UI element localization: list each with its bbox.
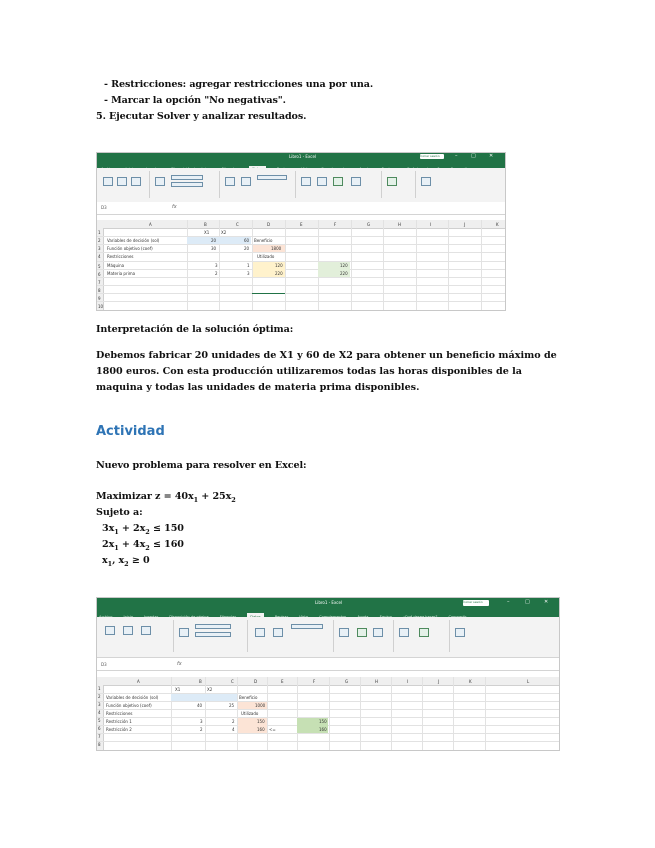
row-header[interactable]: 1 [98, 686, 101, 691]
text-to-columns-icon[interactable] [301, 177, 311, 186]
cell-f6[interactable]: 220 [340, 271, 348, 276]
cell-b6[interactable]: 2 [215, 271, 218, 276]
name-box[interactable]: D3 [101, 662, 107, 667]
cell-c2[interactable]: 60 [244, 238, 250, 243]
filter-icon[interactable] [241, 177, 251, 186]
cell-d2[interactable]: Beneficio [239, 695, 258, 700]
constraint-1: $3x_1 + 2x_2 \le 150$ [102, 523, 184, 536]
cell-d3[interactable]: 1800 [271, 246, 282, 251]
cell-c3[interactable]: 25 [229, 703, 235, 708]
from-text-icon[interactable] [117, 177, 127, 186]
label-decision: Variables de decisión (sol) [107, 238, 160, 243]
cell-b3[interactable]: 40 [197, 703, 203, 708]
account-badge[interactable]: Iniciar sesión [463, 600, 489, 606]
col-header[interactable]: G [367, 222, 371, 227]
cell-b5[interactable]: 3 [200, 719, 203, 724]
cell-f5[interactable]: 150 [319, 719, 327, 724]
constraint-nonneg: $x_1$, $x_2 \ge 0$ [102, 555, 150, 568]
objective-function: Maximizar $z = 40x_1 + 25x_2$ [96, 491, 236, 504]
properties-icon[interactable] [195, 624, 231, 629]
col-header[interactable]: D [254, 679, 258, 684]
what-if-icon[interactable] [351, 177, 361, 186]
edit-links-icon[interactable] [171, 182, 203, 187]
from-web-icon[interactable] [131, 177, 141, 186]
solver-icon[interactable] [421, 177, 431, 186]
col-header[interactable]: C [231, 679, 234, 684]
col-header[interactable]: J [438, 679, 440, 684]
row-header[interactable]: 4 [98, 254, 101, 259]
excel-screenshot-1 [96, 152, 506, 311]
row-header[interactable]: 7 [98, 280, 101, 285]
ribbon-group-analyze [449, 620, 559, 652]
cell-d4[interactable]: Utilizado [241, 711, 259, 716]
close-icon[interactable]: ✕ [489, 153, 494, 159]
excel-title: Libro1 - Excel [289, 154, 317, 159]
refresh-all-icon[interactable] [179, 628, 189, 637]
cell-c6[interactable]: 3 [247, 271, 250, 276]
cell-d6[interactable]: 160 [257, 727, 265, 732]
column-headers [97, 677, 559, 686]
advanced-icon[interactable] [291, 624, 323, 629]
label-constraints: Restricciones [107, 254, 134, 259]
cell-c6[interactable]: 4 [232, 727, 235, 732]
row-header[interactable]: 1 [98, 230, 101, 235]
col-header[interactable]: E [300, 222, 303, 227]
label-material: Materia prima [107, 271, 136, 276]
ribbon-tabs [97, 608, 559, 617]
label-constraint-1: Restricción 1 [106, 719, 132, 724]
what-if-icon[interactable] [399, 628, 409, 637]
forecast-sheet-icon[interactable] [419, 628, 429, 637]
activity-heading: Actividad [96, 424, 165, 439]
excel-title-bar [97, 153, 505, 161]
row-header[interactable]: 3 [98, 702, 101, 707]
from-text-icon[interactable] [123, 626, 133, 635]
fx-icon[interactable]: fx [172, 204, 177, 210]
step-constraints: - Restricciones: agregar restricciones una por una. [104, 79, 374, 90]
excel-screenshot-2 [96, 597, 560, 751]
ribbon-group-data-tools [333, 620, 394, 652]
ribbon [97, 168, 505, 203]
decision-cells-fill [171, 694, 237, 701]
col-header[interactable]: I [430, 222, 432, 227]
ribbon-group-sort-filter [247, 620, 334, 652]
row-header[interactable]: 9 [98, 296, 101, 301]
ribbon [97, 617, 559, 658]
row-header[interactable]: 5 [98, 718, 101, 723]
col-header[interactable]: F [313, 679, 316, 684]
flash-fill-icon[interactable] [373, 628, 383, 637]
get-data-icon[interactable] [105, 626, 115, 635]
data-validation-icon[interactable] [333, 177, 343, 186]
ribbon-group-queries [173, 620, 248, 652]
cell-d5[interactable]: 120 [275, 263, 283, 268]
col-header[interactable]: H [398, 222, 402, 227]
header-x2: X2 [207, 687, 213, 692]
cell-f5[interactable]: 120 [340, 263, 348, 268]
decision-cells-fill [187, 237, 251, 244]
cell-b2[interactable]: 20 [211, 238, 217, 243]
properties-icon[interactable] [171, 175, 203, 180]
cell-d5[interactable]: 150 [257, 719, 265, 724]
step-run-solver: 5. Ejecutar Solver y analizar resultados. [96, 111, 307, 122]
row-header[interactable]: 6 [98, 272, 101, 277]
ribbon-group-queries [149, 171, 220, 198]
col-header[interactable]: G [345, 679, 349, 684]
selected-cell[interactable] [252, 293, 285, 294]
header-x1: X1 [204, 230, 210, 235]
row-header[interactable]: 10 [98, 304, 104, 309]
get-data-icon[interactable] [103, 177, 113, 186]
maximize-icon[interactable]: □ [525, 599, 530, 605]
data-validation-icon[interactable] [357, 628, 367, 637]
fx-icon[interactable]: fx [177, 661, 182, 667]
sort-icon[interactable] [255, 628, 265, 637]
from-web-icon[interactable] [141, 626, 151, 635]
row-header[interactable]: 4 [98, 710, 101, 715]
header-x2: X2 [221, 230, 227, 235]
label-constraint-2: Restricción 2 [106, 727, 132, 732]
col-header[interactable]: J [464, 222, 466, 227]
col-header[interactable]: D [267, 222, 271, 227]
col-header[interactable]: L [527, 679, 530, 684]
row-header[interactable]: 2 [98, 238, 101, 243]
col-header[interactable]: B [199, 679, 202, 684]
col-header[interactable]: E [281, 679, 284, 684]
sort-icon[interactable] [225, 177, 235, 186]
header-x1: X1 [175, 687, 181, 692]
column-headers [97, 220, 505, 229]
col-header[interactable]: I [407, 679, 409, 684]
cell-d3[interactable]: 1000 [255, 703, 266, 708]
constraint-2: $2x_1 + 4x_2 \le 160$ [102, 539, 184, 552]
flash-fill-icon[interactable] [317, 177, 327, 186]
ribbon-group-sort-filter [219, 171, 296, 198]
ribbon-group-get-data [97, 171, 150, 198]
minimize-icon[interactable]: – [507, 599, 510, 605]
filter-icon[interactable] [273, 628, 283, 637]
solver-icon[interactable] [455, 628, 465, 637]
ribbon-group-forecast [393, 620, 450, 652]
formula-bar[interactable] [97, 202, 505, 215]
col-header[interactable]: A [149, 222, 152, 227]
col-header[interactable]: C [236, 222, 239, 227]
ribbon-group-forecast [381, 171, 416, 198]
cell-c3[interactable]: 20 [244, 246, 250, 251]
col-header[interactable]: K [469, 679, 472, 684]
row-header[interactable]: 8 [98, 288, 101, 293]
col-header[interactable]: K [496, 222, 499, 227]
interpretation-heading: Interpretación de la solución óptima: [96, 324, 294, 335]
cell-b5[interactable]: 3 [215, 263, 218, 268]
cell-e6[interactable]: <= [269, 727, 276, 732]
row-header[interactable]: 5 [98, 264, 101, 269]
account-badge[interactable]: Iniciar sesión [420, 154, 444, 159]
refresh-all-icon[interactable] [155, 177, 165, 186]
ribbon-group-data-tools [295, 171, 382, 198]
edit-links-icon[interactable] [195, 632, 231, 637]
subject-to: Sujeto a: [96, 507, 143, 518]
label-constraints: Restricciones [106, 711, 133, 716]
advanced-icon[interactable] [257, 175, 287, 180]
cell-c5[interactable]: 1 [247, 263, 250, 268]
col-header[interactable]: A [137, 679, 140, 684]
row-header[interactable]: 8 [98, 742, 101, 747]
label-machine: Máquina [107, 263, 125, 268]
cell-c5[interactable]: 2 [232, 719, 235, 724]
cell-b3[interactable]: 30 [211, 246, 217, 251]
ribbon-tabs [97, 161, 505, 168]
formula-bar[interactable] [97, 659, 559, 671]
row-header[interactable]: 7 [98, 734, 101, 739]
ribbon-group-analyze [415, 171, 505, 198]
label-objective: Función objetivo (coef) [106, 703, 152, 708]
row-header[interactable]: 2 [98, 694, 101, 699]
excel-title: Libro1 - Excel [315, 600, 343, 605]
row-header[interactable]: 3 [98, 246, 101, 251]
label-decision: Variables de decisión (sol) [106, 695, 159, 700]
maximize-icon[interactable]: □ [471, 153, 476, 159]
step-nonnegative: - Marcar la opción "No negativas". [104, 95, 286, 106]
ribbon-group-get-data [97, 620, 174, 652]
interpretation-body: Debemos fabricar 20 unidades de X1 y 60 de X2 para obtener un beneficio máximo de 1800 euros. Con esta producción utilizaremos todas las horas disponibles de la maquina y todas las unidades de materia prima disponibles. [96, 350, 557, 393]
close-icon[interactable]: ✕ [544, 599, 549, 605]
cell-f6[interactable]: 160 [319, 727, 327, 732]
forecast-sheet-icon[interactable] [387, 177, 397, 186]
name-box[interactable]: D3 [101, 205, 107, 210]
col-header[interactable]: F [334, 222, 337, 227]
cell-b6[interactable]: 2 [200, 727, 203, 732]
text-to-columns-icon[interactable] [339, 628, 349, 637]
cell-d4[interactable]: Utilizado [257, 254, 275, 259]
minimize-icon[interactable]: – [455, 153, 458, 159]
activity-intro: Nuevo problema para resolver en Excel: [96, 460, 307, 471]
col-header[interactable]: B [204, 222, 207, 227]
col-header[interactable]: H [375, 679, 379, 684]
row-header[interactable]: 6 [98, 726, 101, 731]
cell-d2[interactable]: Beneficio [254, 238, 273, 243]
cell-d6[interactable]: 220 [275, 271, 283, 276]
label-objective: Función objetivo (coef) [107, 246, 153, 251]
